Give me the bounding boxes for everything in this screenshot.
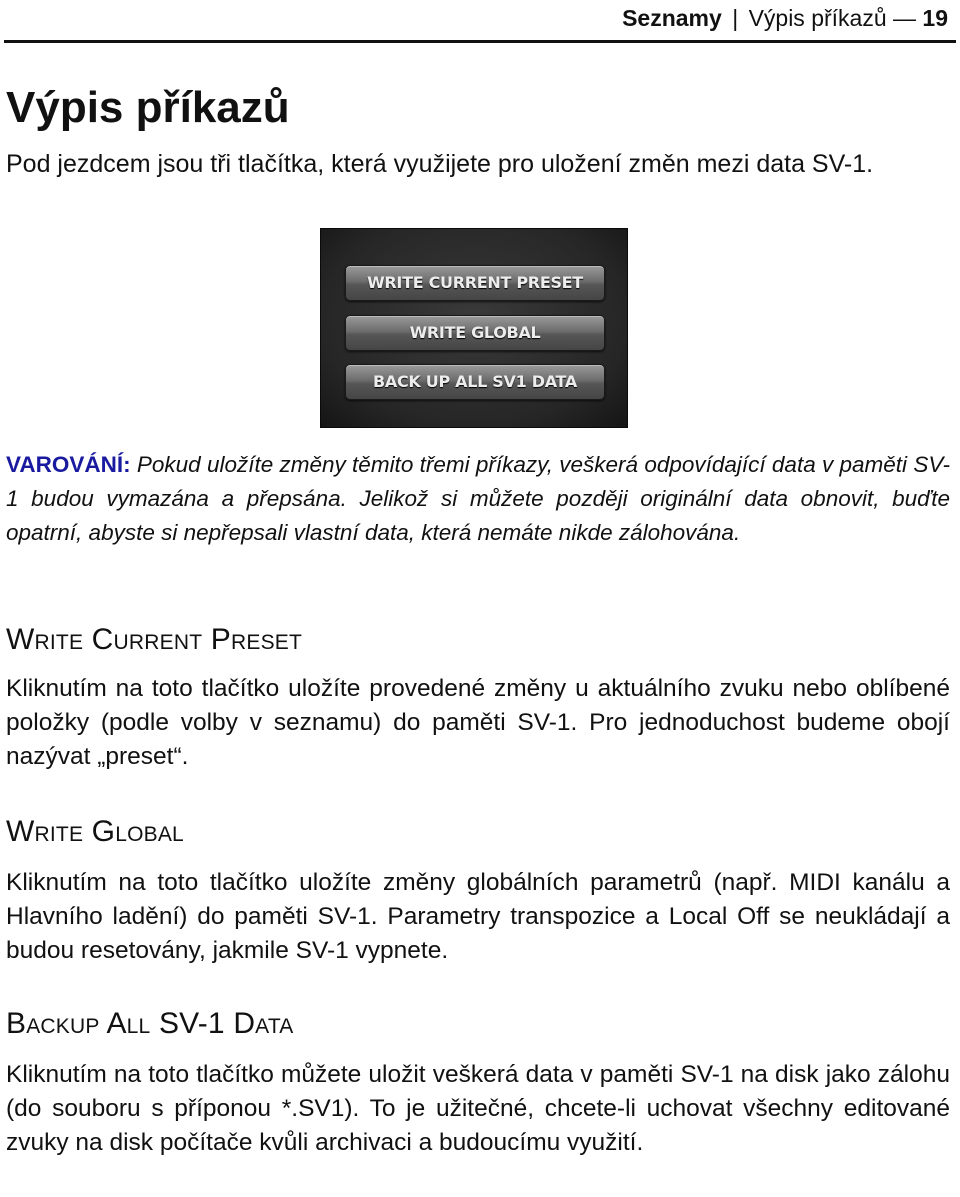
warning-paragraph (6, 448, 950, 550)
page-number: 19 (922, 5, 948, 31)
heading-backup-all-data: Backup All SV-1 Data (6, 1007, 294, 1040)
warning-text: Pokud uložíte změny těmito třemi příkazy, veškerá odpovídající data v paměti SV-1 budou vymazána a přepsána. Jelikož si můžete později originální data obnovit, buďte opatrní, abyste si nepřepsali vlastní data, která nemáte nikde zálohována. (6, 452, 950, 545)
body-write-current-preset: Kliknutím na toto tlačítko uložíte provedené změny u aktuálního zvuku nebo oblíbené položky (podle volby v seznamu) do paměti SV-1. Pro jednoduchost budeme obojí nazývat „preset“. (6, 675, 950, 770)
header-rule (4, 40, 956, 43)
running-header (622, 4, 948, 32)
header-separator: | (732, 5, 739, 31)
header-section: Seznamy (622, 5, 722, 31)
heading-write-current-preset: Write Current Preset (6, 623, 303, 656)
write-global-button[interactable]: WRITE GLOBAL (345, 315, 605, 351)
body-backup-all-data: Kliknutím na toto tlačítko můžete uložit veškerá data v paměti SV-1 na disk jako zálohu (do souboru s příponou *.SV1). To je užitečné, chcete-li uchovat všechny editované zvuky na disk počítače kvůli archivaci a budoucímu využití. (6, 1061, 950, 1156)
body-write-global: Kliknutím na toto tlačítko uložíte změny globálních parametrů (např. MIDI kanálu a Hlavního ladění) do paměti SV-1. Parametry transpozice a Local Off se neukládají a budou resetovány, jakmile SV-1 vypnete. (6, 869, 950, 964)
button-panel-screenshot (320, 228, 628, 428)
header-dash: — (893, 5, 917, 31)
back-up-all-data-button[interactable]: BACK UP ALL SV1 DATA (345, 364, 605, 400)
write-current-preset-button[interactable]: WRITE CURRENT PRESET (345, 265, 605, 301)
warning-label: VAROVÁNÍ: (6, 452, 131, 477)
page-title: Výpis příkazů (6, 83, 290, 132)
heading-write-global: Write Global (6, 815, 184, 848)
intro-paragraph: Pod jezdcem jsou tři tlačítka, která využijete pro uložení změn mezi data SV-1. (6, 150, 874, 178)
header-chapter: Výpis příkazů (748, 5, 887, 31)
